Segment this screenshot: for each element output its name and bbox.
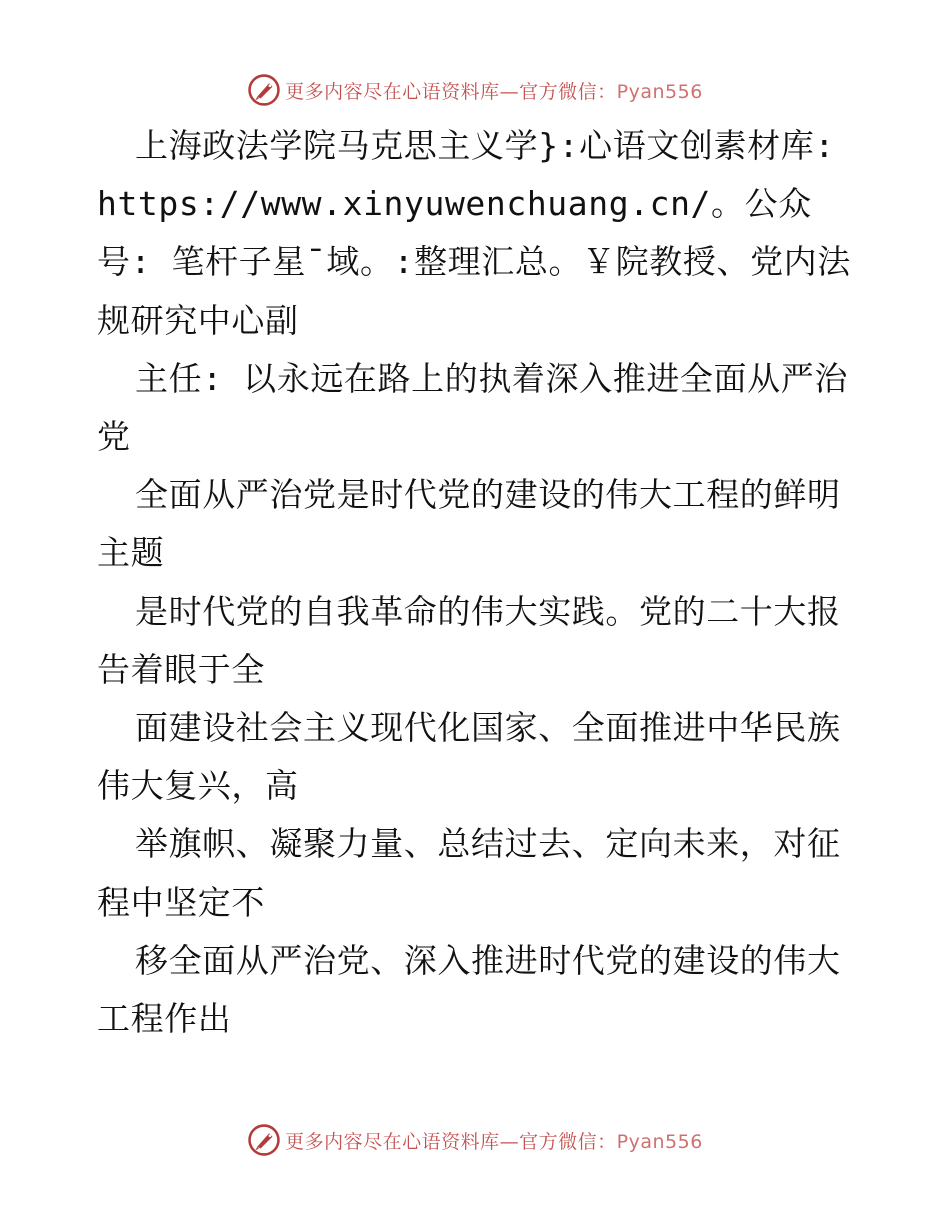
paragraph: 上海政法学院马克思主义学}:心语文创素材库: https://www.xinyuwenchuang.cn/。公众号: 笔杆子星¯域。:整理汇总。￥院教授、党内法规研究中心副 <box>97 126 851 340</box>
paragraph: 主任: 以永远在路上的执着深入推进全面从严治党 <box>97 358 848 457</box>
paragraph: 面建设社会主义现代化国家、全面推进中华民族伟大复兴，高 <box>97 708 841 806</box>
footer-banner-main: 更多内容尽在心语资料库—官方微信： <box>285 1130 617 1153</box>
header-banner-main: 更多内容尽在心语资料库—官方微信： <box>285 80 617 103</box>
pen-nib-logo-icon <box>247 73 281 107</box>
document-body <box>97 117 857 1048</box>
paragraph: 举旗帜、凝聚力量、总结过去、定向未来，对征程中坚定不 <box>97 824 841 922</box>
footer-banner-text <box>285 1127 703 1154</box>
paragraph: 移全面从严治党、深入推进时代党的建设的伟大工程作出 <box>97 940 841 1039</box>
footer-banner-id: Pyan556 <box>616 1130 703 1153</box>
header-banner-text <box>285 77 703 104</box>
header-banner-id: Pyan556 <box>616 80 703 103</box>
header-banner <box>0 70 950 110</box>
paragraph: 全面从严治党是时代党的建设的伟大工程的鲜明主题 <box>97 475 841 573</box>
footer-banner <box>0 1120 950 1160</box>
pen-nib-logo-icon <box>247 1123 281 1157</box>
paragraph: 是时代党的自我革命的伟大实践。党的二十大报告着眼于全 <box>97 591 841 689</box>
